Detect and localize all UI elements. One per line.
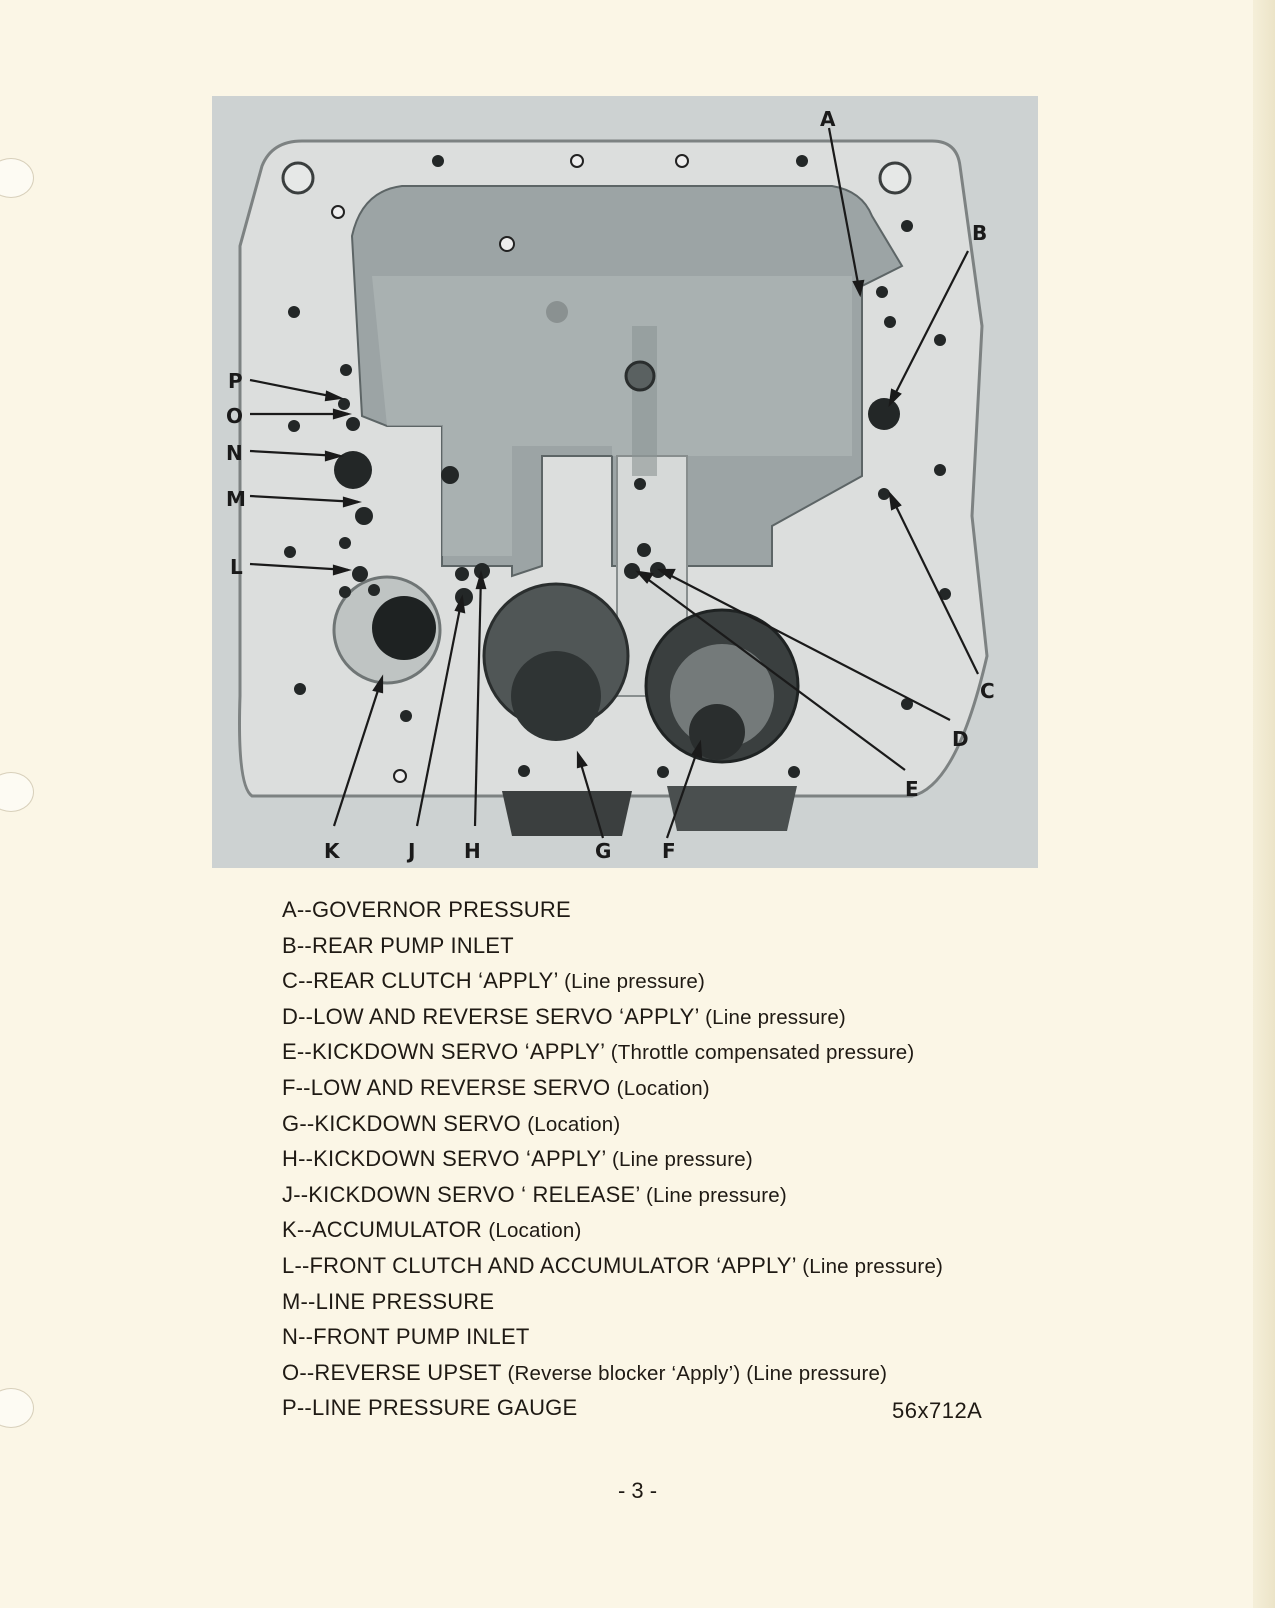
legend-item — [282, 999, 1002, 1035]
legend-separator: -- — [296, 1039, 312, 1065]
legend-name: LINE PRESSURE — [315, 1288, 495, 1314]
legend-letter: J — [282, 1181, 294, 1207]
callout-m: M — [226, 487, 246, 511]
legend-letter: C — [282, 968, 299, 994]
legend-name: GOVERNOR PRESSURE — [311, 897, 571, 922]
callout-g: G — [595, 839, 612, 863]
legend-separator: -- — [296, 932, 312, 958]
punch-hole — [0, 1388, 34, 1428]
callout-h: H — [464, 839, 481, 863]
legend-letter: P — [282, 1395, 297, 1421]
legend-detail: (Location) — [488, 1219, 582, 1243]
legend-name: REVERSE UPSET — [314, 1359, 502, 1385]
punch-hole — [0, 772, 34, 812]
legend-letter: A — [282, 897, 297, 922]
legend-item — [282, 1248, 1002, 1284]
legend-separator: -- — [296, 897, 312, 922]
legend-detail: (Location) — [527, 1112, 621, 1136]
callout-k: K — [324, 839, 340, 863]
legend-letter: M — [282, 1288, 301, 1314]
legend-list — [282, 892, 1002, 1426]
legend-separator: -- — [299, 1110, 315, 1136]
legend-name: REAR PUMP INLET — [311, 932, 514, 958]
legend-separator: -- — [294, 1252, 310, 1278]
legend-separator: -- — [299, 1359, 315, 1385]
legend-separator: -- — [298, 1003, 314, 1029]
legend-separator: -- — [298, 1146, 314, 1172]
callout-p: P — [228, 369, 243, 393]
legend-name: LOW AND REVERSE SERVO — [310, 1074, 611, 1100]
legend-separator: -- — [298, 1324, 314, 1350]
callout-b: B — [972, 221, 988, 245]
legend-detail: (Reverse blocker ‘Apply’) (Line pressure) — [507, 1361, 888, 1385]
legend-detail: (Location) — [616, 1076, 710, 1100]
legend-name: LINE PRESSURE GAUGE — [311, 1395, 578, 1421]
legend-detail: (Line pressure) — [611, 1148, 753, 1172]
callout-c: C — [980, 679, 995, 703]
transmission-case-photo — [212, 96, 1038, 868]
figure-code: 56x712A — [892, 1398, 983, 1423]
legend-name: KICKDOWN SERVO ‘APPLY’ — [313, 1146, 606, 1172]
legend-letter: E — [282, 1039, 297, 1065]
legend-name: KICKDOWN SERVO ‘ RELEASE’ — [308, 1181, 640, 1207]
legend-separator: -- — [295, 1074, 311, 1100]
legend-separator: -- — [293, 1181, 309, 1207]
callout-e: E — [905, 777, 919, 801]
legend-name: KICKDOWN SERVO — [314, 1110, 521, 1136]
legend-item — [282, 1284, 1002, 1320]
page-number: - 3 - — [617, 1478, 658, 1503]
legend-name: REAR CLUTCH ‘APPLY’ — [313, 968, 558, 994]
legend-separator: -- — [296, 1395, 312, 1421]
callout-a: A — [820, 107, 836, 131]
callout-n: N — [226, 441, 243, 465]
legend-name: LOW AND REVERSE SERVO ‘APPLY’ — [313, 1003, 699, 1029]
legend-name: ACCUMULATOR — [311, 1217, 483, 1243]
legend-letter: N — [282, 1324, 299, 1350]
legend-item — [282, 963, 1002, 999]
page-edge — [1253, 0, 1275, 1608]
legend-item — [282, 1070, 1002, 1106]
legend-separator: -- — [300, 1288, 316, 1314]
legend-item — [282, 892, 1002, 928]
legend-letter: O — [282, 1359, 300, 1385]
legend-separator: -- — [298, 968, 314, 994]
callout-o: O — [226, 404, 244, 428]
legend-name: FRONT PUMP INLET — [313, 1324, 530, 1350]
punch-hole — [0, 158, 34, 198]
legend-item — [282, 1212, 1002, 1248]
legend-separator: -- — [296, 1217, 312, 1243]
callout-f: F — [662, 839, 676, 863]
legend-item — [282, 1141, 1002, 1177]
callout-d: D — [952, 727, 969, 751]
legend-detail: (Throttle compensated pressure) — [610, 1041, 915, 1065]
legend-detail: (Line pressure) — [646, 1183, 787, 1207]
legend-letter: B — [282, 932, 297, 958]
legend-letter: D — [282, 1003, 299, 1029]
legend-name: KICKDOWN SERVO ‘APPLY’ — [311, 1039, 605, 1065]
legend-item — [282, 1106, 1002, 1142]
legend-detail: (Line pressure) — [802, 1254, 944, 1278]
legend-item — [282, 1034, 1002, 1070]
legend-letter: F — [282, 1074, 296, 1100]
legend-detail: (Line pressure) — [564, 970, 705, 994]
legend-item — [282, 1319, 1002, 1355]
legend-letter: L — [282, 1252, 295, 1278]
transmission-case-illustration — [212, 96, 1038, 868]
legend-item — [282, 1177, 1002, 1213]
legend-letter: H — [282, 1146, 299, 1172]
legend-letter: K — [282, 1217, 297, 1243]
callout-j: J — [408, 839, 416, 863]
legend-detail: (Line pressure) — [705, 1005, 846, 1029]
callout-l: L — [230, 555, 243, 579]
legend-item — [282, 1355, 1002, 1391]
legend-name: FRONT CLUTCH AND ACCUMULATOR ‘APPLY’ — [309, 1252, 796, 1278]
legend-item — [282, 928, 1002, 964]
legend-letter: G — [282, 1110, 300, 1136]
